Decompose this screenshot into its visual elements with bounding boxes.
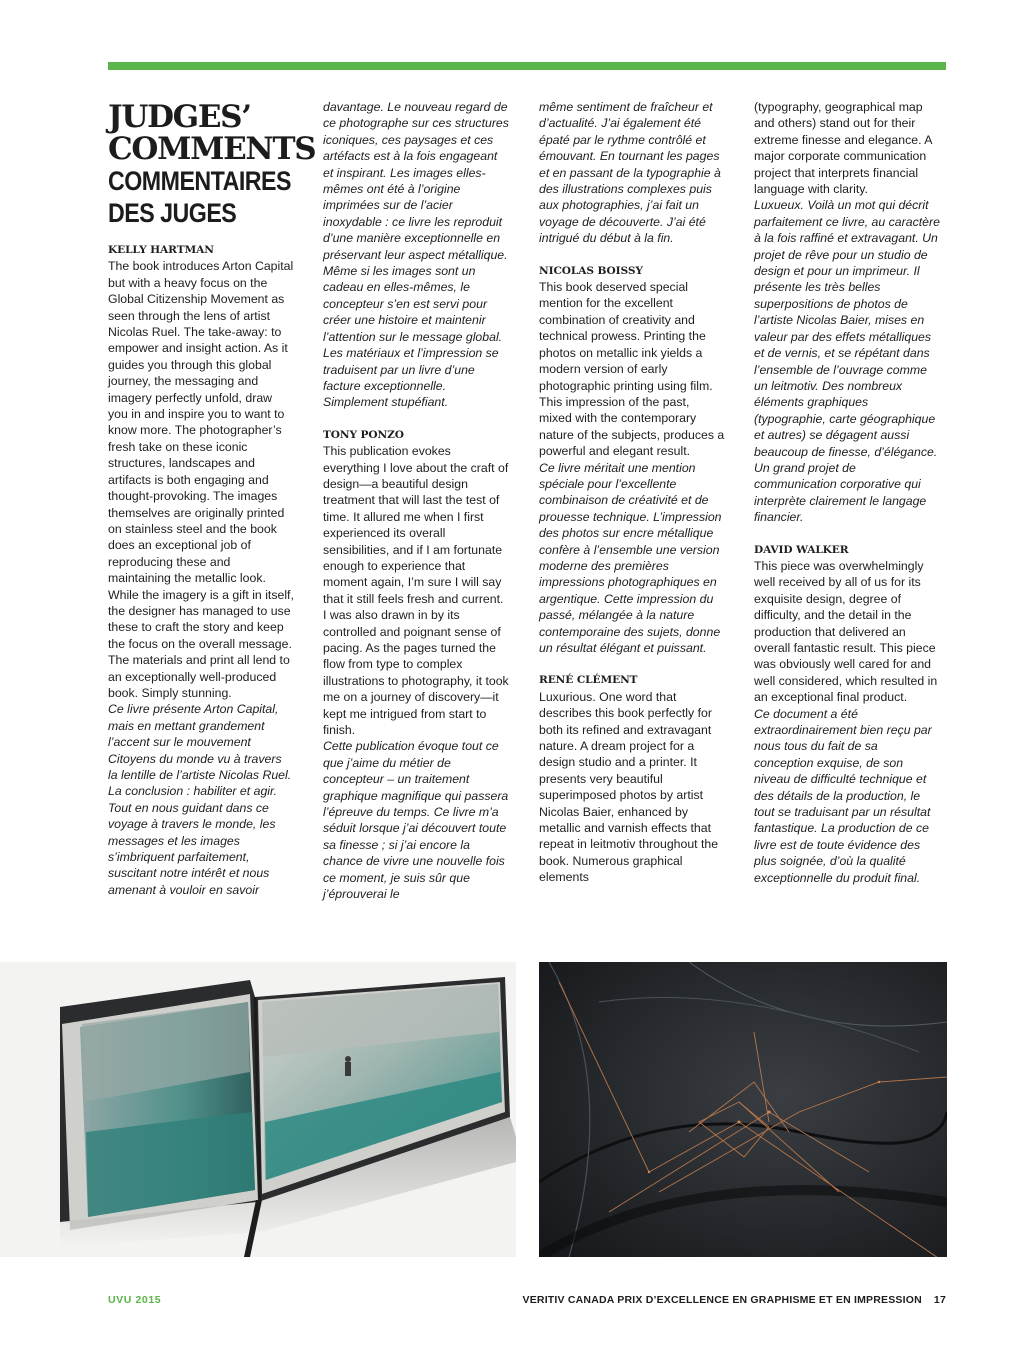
- comment-english: Luxurious. One word that describes this book perfectly for both its refined and extravagant nature. A dream project for a design studio and a printer. It presents very beautiful superimposed photos by artist Nicolas Baier, enhanced by metallic and varnish effects that repeat in leitmotiv throughout the book. Numerous graphical elements: [539, 689, 719, 885]
- top-green-rule: [108, 62, 946, 70]
- judge-name: KELLY HARTMAN: [108, 244, 214, 256]
- column-1: [108, 99, 316, 898]
- comment-french: Ce livre méritait une mention spéciale pour l’excellente combinaison de créativité et de prouesse technique. L’impression des photos sur encre métallique confère à l’ensemble une version moderne des premières impressions photographiques en argentique. Cette impression du passé, mélangée à la nature contemporaine des sujets, donne un résultat élégant et puissant.: [539, 460, 722, 655]
- dark-metallic-page-photo-icon: [539, 962, 947, 1257]
- comment-english: This publication evokes everything I love about the craft of design—a beautiful design treatment that will last the test of time. It allured me when I first experienced its overall sensibilities, and if I am fortunate enough to experience that moment again, I’m sure I will say that it still feels fresh and current. I was also drawn in by its controlled and poignant sense of pacing. As the pages turned the flow from type to complex illustrations to photography, it took me on a journey of discovery—it kept me intrigued from start to finish.: [323, 444, 509, 738]
- judge-name: NICOLAS BOISSY: [539, 264, 643, 277]
- dark-metallic-page-photo: [539, 962, 947, 1257]
- comment-french: Luxueux. Voilà un mot qui décrit parfaitement ce livre, au caractère à la fois raffiné et extravagant. Un projet de rêve pour un studio de design et pour un imprimeur. Il présente les très belles superpositions de photos de l’artiste Nicolas Baier, mises en valeur par des effets métalliques et de vernis, et se répétant dans l’ensemble de l’ouvrage comme un leitmotiv. Des nombreux éléments graphiques (typographie, carte géographique et autres) se dégagent aussi beaucoup de finesse, d’élégance. Un grand projet de communication corporative qui interprète clairement le langage financier.: [754, 198, 940, 525]
- judge-name: DAVID WALKER: [754, 543, 849, 556]
- column-2: [323, 99, 509, 903]
- comment-french-continued: davantage. Le nouveau regard de ce photographe sur ces structures iconiques, ces paysages et ces artéfacts est à la fois engageant et inspirant. Les images elles-mêmes ont été à l’origine imprimées sur de l’acier inoxydable : ce livre les reproduit d’une manière exceptionnelle en préservant leur aspect métallique. Même si les images sont un cadeau en elles-mêmes, le concepteur s’en est servi pour créer une histoire et maintenir l’attention sur le message global. Les matériaux et l’impression se traduisent par un livre d’une facture exceptionnelle. Simplement stupéfiant.: [323, 100, 509, 410]
- page-number: 17: [933, 1294, 946, 1306]
- comment-french: Ce document a été extraordinairement bien reçu par nous tous du fait de sa conception exquise, de son niveau de difficulté technique et des détails de la production, le tout se traduisant par un résultat fantastique. La production de ce livre est de toute évidence des plus soignée, d’où la qualité exceptionnelle du produit final.: [754, 706, 932, 885]
- column-4: [754, 99, 940, 886]
- column-3: [539, 99, 725, 886]
- footer-publication: UVU 2015: [108, 1294, 162, 1306]
- open-book-photo-icon: [0, 962, 516, 1257]
- footer-running-title: [523, 1294, 947, 1306]
- judge-name: TONY PONZO: [323, 428, 404, 441]
- judge-name: RENÉ CLÉMENT: [539, 674, 638, 687]
- comment-english: The book introduces Arton Capital but with a heavy focus on the Global Citizenship Movement as seen through the lens of artist Nicolas Ruel. The take-away: to empower and insight action. As it guides you through this global journey, the messaging and imagery perfectly unfold, draw you in and inspire you to want to know more. The photographer’s fresh take on these iconic structures, landscapes and artifacts is both engaging and thought-provoking. The images themselves are originally printed on stainless steel and the book does an exceptional job of reproducing these and maintaining the metallic look. While the imagery is a gift in itself, the designer has managed to use these to craft the story and keep the focus on the overall message. The materials and print all lend to an exceptionally well-produced book. Simply stunning.: [108, 259, 294, 700]
- open-book-photo: [0, 962, 516, 1257]
- comment-english: This book deserved special mention for the excellent combination of creativity and technical prowess. Printing the photos on metallic ink yields a modern version of early photographic printing using film. This impression of the past, mixed with the contemporary nature of the subjects, produces a powerful and elegant result.: [539, 280, 725, 459]
- comment-french-continued: même sentiment de fraîcheur et d’actualité. J’ai également été épaté par le rythme contrôlé et émouvant. En tournant les pages et en passant de la typographie à des illustrations complexes puis aux photographies, j’ai fait un voyage de découverte. J’ai été intrigué du début à la fin.: [539, 100, 721, 246]
- title-french: COMMENTAIRES DES JUGES: [108, 166, 292, 228]
- comment-english: This piece was overwhelmingly well received by all of us for its exquisite design, degree of difficulty, and the detail in the production that delivered an overall fantastic result. This piece was obviously well cared for and well considered, which resulted in an exceptional final product.: [754, 558, 938, 705]
- title-english: JUDGES’ COMMENTS: [108, 99, 316, 167]
- comment-french: Ce livre présente Arton Capital, mais en mettant grandement l’accent sur le mouvement Citoyens du monde vu à travers la lentille de l’artiste Nicolas Ruel. La conclusion : habiliter et agir. Tout en nous guidant dans ce voyage à travers le monde, les messages et les images s’imbriquent parfaitement, suscitant notre intérêt et nous amenant à vouloir en savoir: [108, 702, 292, 897]
- footer-title: VERITIV CANADA PRIX D’EXCELLENCE EN GRAPHISME ET EN IMPRESSION: [522, 1294, 922, 1306]
- comment-english-continued: (typography, geographical map and others) stand out for their extreme finesse and elegance. A major corporate communication project that interprets financial language with clarity.: [754, 100, 932, 197]
- comment-french: Cette publication évoque tout ce que j’aime du métier de concepteur – un traitement graphique magnifique qui passera l’épreuve du temps. Ce livre m’a séduit lorsque j’ai découvert toute sa finesse ; si j’ai encore la chance de vivre une nouvelle fois ce moment, je suis sûr que j’éprouverai le: [323, 739, 509, 902]
